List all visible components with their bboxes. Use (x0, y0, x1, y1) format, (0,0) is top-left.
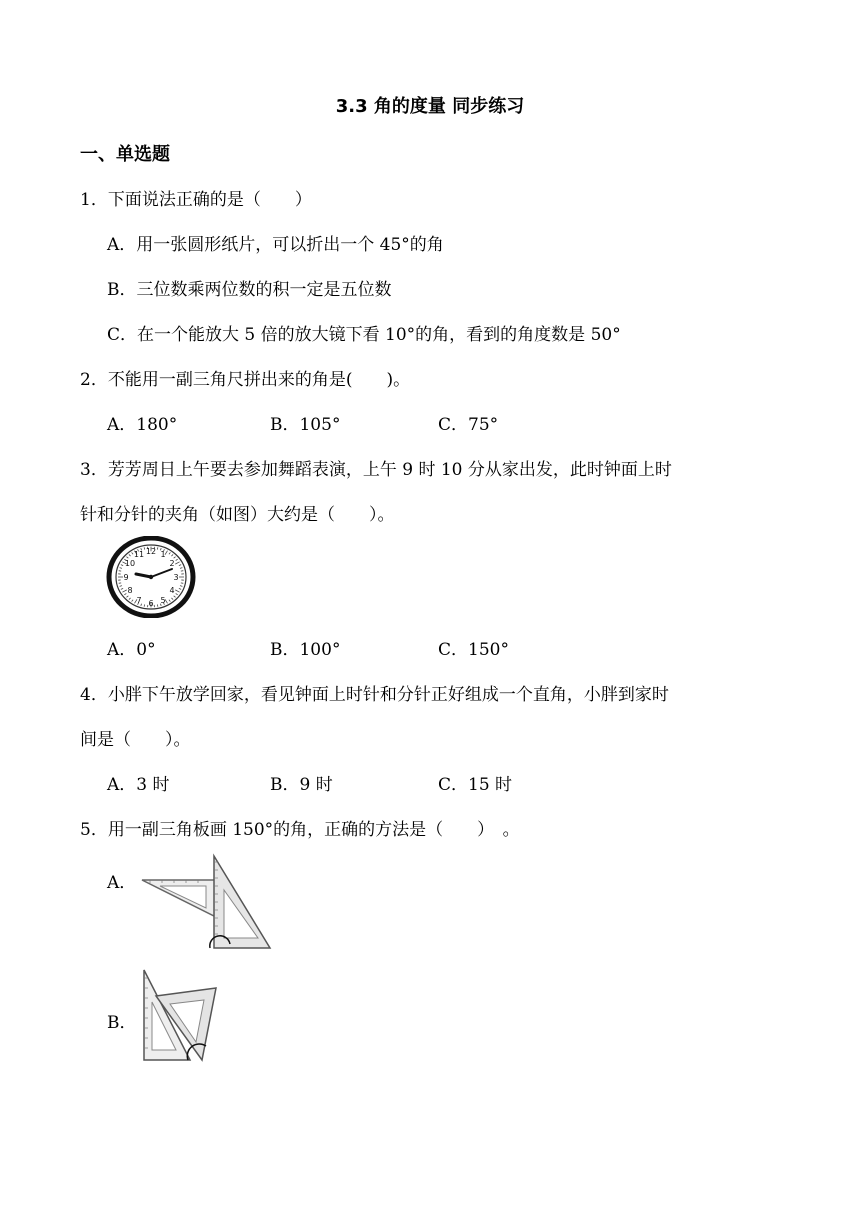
question-1-stem: 1．下面说法正确的是（ ） (80, 190, 312, 210)
clock-tick (144, 547, 145, 549)
clock-number-6: 6 (148, 599, 154, 608)
question-5-stem: 5．用一副三角板画 150°的角，正确的方法是（ ） 。 (80, 820, 520, 840)
question-3-option-c: C．150° (438, 640, 509, 660)
question-3-stem-line-2: 针和分针的夹角（如图）大约是（ ）。 (80, 505, 395, 525)
clock-number-12: 12 (145, 547, 157, 556)
set-square-figure-a (138, 852, 274, 952)
question-1-option-a: A．用一张圆形纸片，可以折出一个 45°的角 (107, 235, 444, 255)
question-4-stem-line-1: 4．小胖下午放学回家，看见钟面上时针和分针正好组成一个直角，小胖到家时 (80, 685, 669, 705)
question-5-option-a: A． (107, 873, 137, 893)
clock-number-1: 1 (160, 550, 166, 559)
question-5-option-b: B． (107, 1013, 137, 1033)
question-4-option-c: C．15 时 (438, 775, 513, 795)
clock-number-11: 11 (133, 550, 145, 559)
question-4-stem-line-2: 间是（ ）。 (80, 730, 191, 750)
question-3-stem-line-1: 3．芳芳周日上午要去参加舞蹈表演，上午 9 时 10 分从家出发，此时钟面上时 (80, 460, 672, 480)
clock-number-8: 8 (127, 586, 133, 595)
clock-number-3: 3 (173, 573, 179, 582)
section-heading: 一、单选题 (80, 144, 170, 165)
clock-tick (157, 604, 158, 606)
document-title: 3.3 角的度量 同步练习 (335, 96, 525, 117)
question-3-option-a: A．0° (107, 640, 156, 660)
question-2-option-b: B．105° (270, 415, 341, 435)
question-2-stem: 2．不能用一副三角尺拼出来的角是( )。 (80, 370, 411, 390)
clock-number-10: 10 (124, 559, 136, 568)
clock-number-2: 2 (169, 559, 175, 568)
set-square-a-right-cutout (224, 890, 258, 938)
question-4-option-b: B．9 时 (270, 775, 333, 795)
clock-number-7: 7 (136, 596, 142, 605)
set-square-a-left-cutout (160, 886, 206, 908)
clock-number-4: 4 (169, 586, 175, 595)
question-3-option-b: B．100° (270, 640, 341, 660)
question-1-option-c: C．在一个能放大 5 倍的放大镜下看 10°的角，看到的角度数是 50° (107, 325, 621, 345)
clock-tick (157, 547, 158, 549)
clock-tick (144, 604, 145, 606)
question-2-option-c: C．75° (438, 415, 499, 435)
clock-center-pin (149, 575, 153, 579)
set-square-figure-b (140, 966, 220, 1066)
clock-number-9: 9 (123, 573, 129, 582)
question-4-option-a: A．3 时 (107, 775, 170, 795)
question-1-option-b: B．三位数乘两位数的积一定是五位数 (107, 280, 392, 300)
question-2-option-a: A．180° (107, 415, 178, 435)
clock-number-5: 5 (160, 596, 166, 605)
clock-figure (106, 536, 196, 618)
